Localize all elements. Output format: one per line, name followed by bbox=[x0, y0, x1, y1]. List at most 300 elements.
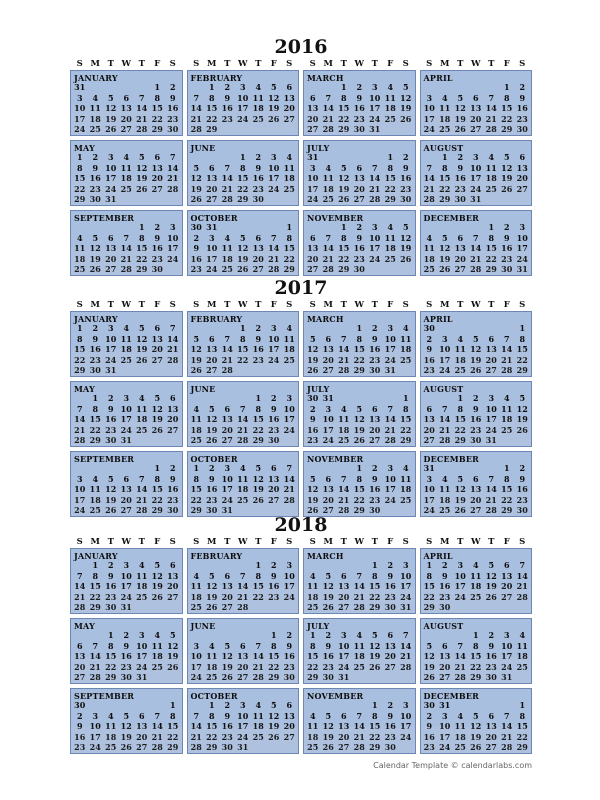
day-cell: 22 bbox=[136, 253, 148, 264]
day-cell: 4 bbox=[503, 393, 510, 403]
weekday-header bbox=[68, 58, 534, 70]
day-cell: 8 bbox=[169, 710, 176, 721]
day-cell: 7 bbox=[340, 473, 347, 484]
day-cell: 9 bbox=[169, 92, 176, 103]
day-cell: 12 bbox=[136, 162, 148, 173]
day-cell: 15 bbox=[268, 651, 280, 661]
day-cell: 14 bbox=[190, 721, 202, 731]
day-cell: 19 bbox=[470, 731, 482, 742]
day-cell: 24 bbox=[221, 494, 233, 505]
day-grid bbox=[189, 323, 298, 375]
day-cell: 12 bbox=[439, 243, 451, 253]
day-cell: 27 bbox=[307, 264, 319, 274]
day-cell: 18 bbox=[501, 414, 513, 424]
day-cell: 28 bbox=[190, 124, 202, 134]
day-grid bbox=[189, 463, 298, 515]
month-name: DECEMBER bbox=[423, 691, 479, 701]
day-cell: 14 bbox=[237, 414, 249, 424]
day-cell: 2 bbox=[426, 333, 433, 344]
day-cell: 20 bbox=[470, 494, 482, 505]
day-cell: 29 bbox=[485, 264, 497, 274]
day-cell: 25 bbox=[221, 264, 233, 274]
day-cell: 10 bbox=[221, 473, 233, 484]
day-cell: 5 bbox=[208, 403, 215, 414]
day-cell: 15 bbox=[423, 581, 435, 591]
day-cell: 30 bbox=[353, 124, 365, 134]
weekday-label: M bbox=[207, 59, 217, 69]
day-grid bbox=[422, 463, 531, 515]
day-cell: 1 bbox=[286, 222, 293, 232]
day-cell: 13 bbox=[439, 651, 451, 661]
day-cell: 19 bbox=[136, 344, 148, 354]
day-cell: 21 bbox=[439, 424, 451, 435]
day-cell: 4 bbox=[472, 560, 479, 570]
month-november bbox=[303, 688, 416, 754]
day-grid bbox=[422, 222, 531, 274]
day-cell: 3 bbox=[402, 560, 409, 570]
day-cell: 2 bbox=[457, 152, 464, 162]
year-title: 2016 bbox=[274, 36, 328, 58]
month-december bbox=[420, 210, 533, 276]
day-cell: 25 bbox=[454, 742, 466, 752]
day-cell: 30 bbox=[120, 672, 132, 682]
day-cell: 6 bbox=[340, 710, 347, 721]
day-cell: 16 bbox=[268, 414, 280, 424]
day-cell: 2 bbox=[224, 700, 231, 710]
day-cell: 25 bbox=[454, 365, 466, 375]
weekday-label: S bbox=[286, 59, 293, 69]
day-cell: 28 bbox=[252, 672, 264, 682]
day-cell: 15 bbox=[501, 103, 513, 113]
day-cell: 30 bbox=[307, 393, 319, 403]
day-cell: 25 bbox=[338, 435, 350, 445]
day-cell: 28 bbox=[400, 661, 412, 672]
day-cell: 29 bbox=[167, 742, 179, 752]
weekday-label: T bbox=[224, 300, 231, 310]
day-cell: 4 bbox=[107, 710, 114, 721]
day-cell: 4 bbox=[154, 630, 161, 640]
day-cell: 22 bbox=[501, 494, 513, 505]
day-cell: 15 bbox=[136, 243, 148, 253]
day-cell: 13 bbox=[252, 243, 264, 253]
day-cell: 7 bbox=[519, 560, 526, 570]
day-cell: 21 bbox=[89, 661, 101, 672]
day-cell: 16 bbox=[439, 581, 451, 591]
day-cell: 10 bbox=[120, 570, 132, 581]
day-cell: 11 bbox=[283, 333, 295, 344]
day-cell: 15 bbox=[206, 103, 218, 113]
weekday-label: S bbox=[426, 59, 433, 69]
day-cell: 16 bbox=[252, 173, 264, 183]
day-cell: 4 bbox=[92, 92, 99, 103]
day-cell: 27 bbox=[252, 264, 264, 274]
day-cell: 15 bbox=[151, 103, 163, 113]
weekday-label: F bbox=[503, 59, 510, 69]
day-cell: 3 bbox=[138, 630, 145, 640]
day-cell: 12 bbox=[237, 243, 249, 253]
day-cell: 24 bbox=[454, 591, 466, 602]
day-cell: 14 bbox=[439, 414, 451, 424]
day-cell: 27 bbox=[369, 435, 381, 445]
day-cell: 15 bbox=[151, 484, 163, 494]
day-cell: 19 bbox=[105, 113, 117, 124]
weekday-label: M bbox=[323, 59, 333, 69]
year-block-2017 bbox=[68, 277, 534, 517]
day-cell: 29 bbox=[268, 672, 280, 682]
day-cell: 11 bbox=[120, 333, 132, 344]
day-cell: 4 bbox=[387, 82, 394, 92]
day-cell: 24 bbox=[384, 494, 396, 505]
day-cell: 6 bbox=[255, 232, 262, 243]
day-cell: 23 bbox=[369, 494, 381, 505]
day-cell: 12 bbox=[190, 173, 202, 183]
month-august bbox=[420, 381, 533, 447]
day-cell: 19 bbox=[369, 651, 381, 661]
day-cell: 22 bbox=[338, 253, 350, 264]
day-cell: 24 bbox=[369, 113, 381, 124]
day-cell: 25 bbox=[439, 124, 451, 134]
day-cell: 26 bbox=[423, 672, 435, 682]
day-cell: 10 bbox=[283, 570, 295, 581]
day-cell: 27 bbox=[338, 602, 350, 612]
year-block-2016 bbox=[68, 36, 534, 276]
day-cell: 22 bbox=[470, 661, 482, 672]
day-cell: 29 bbox=[516, 365, 528, 375]
weekday-group bbox=[185, 536, 302, 548]
day-cell: 12 bbox=[268, 710, 280, 721]
month-january bbox=[70, 70, 183, 136]
day-cell: 4 bbox=[286, 152, 293, 162]
day-cell: 31 bbox=[516, 264, 528, 274]
day-cell: 18 bbox=[307, 591, 319, 602]
weekday-label: F bbox=[387, 59, 394, 69]
day-cell: 13 bbox=[353, 173, 365, 183]
day-cell: 22 bbox=[252, 591, 264, 602]
day-cell: 21 bbox=[384, 424, 396, 435]
day-cell: 3 bbox=[107, 323, 114, 333]
day-cell: 12 bbox=[190, 344, 202, 354]
weekday-label: T bbox=[371, 59, 378, 69]
day-cell: 11 bbox=[190, 414, 202, 424]
day-cell: 24 bbox=[400, 731, 412, 742]
day-cell: 16 bbox=[353, 243, 365, 253]
day-cell: 13 bbox=[322, 344, 334, 354]
weekday-label: T bbox=[340, 537, 347, 547]
day-cell: 8 bbox=[457, 403, 464, 414]
day-cell: 14 bbox=[74, 581, 86, 591]
day-cell: 9 bbox=[107, 570, 114, 581]
weekday-label: T bbox=[371, 300, 378, 310]
day-cell: 21 bbox=[338, 354, 350, 365]
day-cell: 15 bbox=[338, 243, 350, 253]
month-june bbox=[187, 140, 300, 206]
day-cell: 20 bbox=[322, 494, 334, 505]
day-cell: 5 bbox=[472, 710, 479, 721]
day-cell: 6 bbox=[286, 700, 293, 710]
day-grid bbox=[422, 393, 531, 445]
day-cell: 29 bbox=[501, 505, 513, 515]
day-cell: 23 bbox=[105, 424, 117, 435]
day-cell: 20 bbox=[136, 731, 148, 742]
day-cell: 9 bbox=[255, 333, 262, 344]
weekday-label: S bbox=[426, 300, 433, 310]
day-cell: 19 bbox=[322, 731, 334, 742]
day-cell: 16 bbox=[105, 581, 117, 591]
day-cell: 5 bbox=[309, 333, 316, 344]
day-cell: 13 bbox=[151, 333, 163, 344]
month-december bbox=[420, 451, 533, 517]
day-cell: 3 bbox=[402, 700, 409, 710]
day-cell: 27 bbox=[206, 194, 218, 204]
day-cell: 1 bbox=[356, 463, 363, 473]
day-cell: 3 bbox=[426, 92, 433, 103]
day-cell: 6 bbox=[107, 232, 114, 243]
day-cell: 17 bbox=[516, 243, 528, 253]
weekday-label: M bbox=[323, 537, 333, 547]
day-cell: 22 bbox=[105, 661, 117, 672]
day-cell: 26 bbox=[470, 742, 482, 752]
month-may bbox=[70, 618, 183, 684]
weekday-label: S bbox=[519, 59, 526, 69]
day-cell: 6 bbox=[387, 630, 394, 640]
day-cell: 11 bbox=[423, 243, 435, 253]
day-cell: 15 bbox=[105, 651, 117, 661]
weekday-label: T bbox=[138, 537, 145, 547]
day-grid bbox=[422, 82, 531, 134]
day-cell: 2 bbox=[387, 700, 394, 710]
day-cell: 13 bbox=[501, 570, 513, 581]
day-cell: 24 bbox=[283, 591, 295, 602]
day-cell: 4 bbox=[123, 323, 130, 333]
day-cell: 7 bbox=[123, 232, 130, 243]
weekday-label: T bbox=[457, 537, 464, 547]
day-cell: 10 bbox=[470, 162, 482, 173]
day-cell: 7 bbox=[239, 570, 246, 581]
day-cell: 19 bbox=[501, 173, 513, 183]
day-cell: 1 bbox=[76, 323, 83, 333]
day-cell: 3 bbox=[441, 333, 448, 344]
day-cell: 29 bbox=[307, 672, 319, 682]
day-cell: 11 bbox=[353, 640, 365, 651]
weekday-label: T bbox=[488, 59, 495, 69]
day-cell: 9 bbox=[519, 473, 526, 484]
day-cell: 11 bbox=[74, 243, 86, 253]
day-cell: 23 bbox=[353, 253, 365, 264]
day-cell: 22 bbox=[353, 494, 365, 505]
day-cell: 3 bbox=[123, 560, 130, 570]
day-cell: 2 bbox=[286, 630, 293, 640]
day-cell: 1 bbox=[387, 152, 394, 162]
day-cell: 25 bbox=[190, 435, 202, 445]
day-cell: 24 bbox=[237, 113, 249, 124]
day-cell: 6 bbox=[76, 640, 83, 651]
day-cell: 26 bbox=[190, 194, 202, 204]
day-cell: 24 bbox=[120, 424, 132, 435]
day-cell: 5 bbox=[325, 710, 332, 721]
day-cell: 26 bbox=[252, 494, 264, 505]
day-cell: 22 bbox=[206, 731, 218, 742]
day-cell: 25 bbox=[283, 354, 295, 365]
day-cell: 23 bbox=[307, 435, 319, 445]
day-cell: 2 bbox=[92, 152, 99, 162]
day-cell: 22 bbox=[74, 183, 86, 194]
day-cell: 25 bbox=[307, 602, 319, 612]
day-cell: 29 bbox=[151, 505, 163, 515]
day-cell: 1 bbox=[255, 560, 262, 570]
month-name: SEPTEMBER bbox=[74, 213, 135, 223]
day-cell: 8 bbox=[107, 640, 114, 651]
day-cell: 8 bbox=[286, 232, 293, 243]
day-cell: 3 bbox=[472, 152, 479, 162]
day-cell: 21 bbox=[283, 484, 295, 494]
day-cell: 27 bbox=[74, 672, 86, 682]
day-cell: 15 bbox=[307, 651, 319, 661]
day-cell: 13 bbox=[384, 640, 396, 651]
day-cell: 26 bbox=[268, 113, 280, 124]
day-cell: 28 bbox=[221, 365, 233, 375]
day-cell: 6 bbox=[286, 82, 293, 92]
day-cell: 31 bbox=[120, 602, 132, 612]
day-cell: 15 bbox=[353, 344, 365, 354]
day-cell: 23 bbox=[369, 354, 381, 365]
day-grid bbox=[305, 222, 414, 274]
day-grid bbox=[72, 152, 181, 204]
day-cell: 25 bbox=[439, 505, 451, 515]
day-cell: 1 bbox=[154, 82, 161, 92]
day-cell: 25 bbox=[322, 194, 334, 204]
day-cell: 5 bbox=[309, 473, 316, 484]
day-cell: 4 bbox=[309, 570, 316, 581]
day-cell: 5 bbox=[270, 82, 277, 92]
day-grid bbox=[422, 152, 531, 204]
day-cell: 9 bbox=[286, 640, 293, 651]
day-cell: 30 bbox=[74, 700, 86, 710]
day-cell: 14 bbox=[136, 484, 148, 494]
month-name: APRIL bbox=[423, 314, 453, 324]
day-cell: 24 bbox=[516, 253, 528, 264]
day-cell: 30 bbox=[369, 365, 381, 375]
day-cell: 15 bbox=[283, 243, 295, 253]
day-cell: 22 bbox=[423, 591, 435, 602]
day-cell: 19 bbox=[206, 424, 218, 435]
day-cell: 31 bbox=[307, 152, 319, 162]
day-cell: 18 bbox=[485, 173, 497, 183]
day-cell: 8 bbox=[92, 403, 99, 414]
day-cell: 7 bbox=[387, 403, 394, 414]
day-cell: 24 bbox=[105, 183, 117, 194]
day-cell: 28 bbox=[439, 435, 451, 445]
day-cell: 16 bbox=[120, 651, 132, 661]
day-cell: 9 bbox=[224, 710, 231, 721]
day-cell: 10 bbox=[237, 710, 249, 721]
day-cell: 27 bbox=[384, 661, 396, 672]
day-cell: 11 bbox=[400, 473, 412, 484]
day-cell: 1 bbox=[76, 152, 83, 162]
day-cell: 16 bbox=[190, 253, 202, 264]
weekday-label: F bbox=[154, 537, 161, 547]
day-cell: 2 bbox=[224, 82, 231, 92]
weekday-label: W bbox=[470, 59, 481, 69]
day-cell: 20 bbox=[237, 661, 249, 672]
weekday-label: S bbox=[193, 59, 200, 69]
day-cell: 13 bbox=[105, 243, 117, 253]
day-cell: 23 bbox=[268, 424, 280, 435]
day-cell: 9 bbox=[169, 473, 176, 484]
day-cell: 19 bbox=[89, 253, 101, 264]
day-cell: 12 bbox=[307, 484, 319, 494]
weekday-label: S bbox=[402, 537, 409, 547]
day-cell: 20 bbox=[167, 414, 179, 424]
day-cell: 15 bbox=[89, 414, 101, 424]
weekday-label: T bbox=[255, 59, 262, 69]
day-cell: 29 bbox=[283, 264, 295, 274]
day-cell: 5 bbox=[503, 152, 510, 162]
day-grid bbox=[189, 82, 298, 134]
month-name: AUGUST bbox=[423, 384, 464, 394]
day-cell: 6 bbox=[239, 640, 246, 651]
day-cell: 6 bbox=[371, 403, 378, 414]
day-cell: 21 bbox=[353, 731, 365, 742]
day-cell: 1 bbox=[426, 560, 433, 570]
day-cell: 10 bbox=[74, 484, 86, 494]
weekday-label: S bbox=[309, 537, 316, 547]
day-cell: 10 bbox=[369, 232, 381, 243]
day-cell: 7 bbox=[356, 710, 363, 721]
weekday-label: F bbox=[154, 300, 161, 310]
day-cell: 14 bbox=[237, 581, 249, 591]
day-cell: 14 bbox=[151, 721, 163, 731]
month-name: MAY bbox=[74, 143, 95, 153]
day-cell: 24 bbox=[74, 505, 86, 515]
day-cell: 4 bbox=[356, 630, 363, 640]
day-cell: 13 bbox=[221, 414, 233, 424]
day-cell: 14 bbox=[252, 651, 264, 661]
day-cell: 8 bbox=[519, 710, 526, 721]
day-cell: 15 bbox=[74, 173, 86, 183]
weekday-label: M bbox=[440, 59, 450, 69]
day-cell: 4 bbox=[193, 403, 200, 414]
day-cell: 21 bbox=[221, 183, 233, 194]
day-cell: 8 bbox=[193, 473, 200, 484]
day-cell: 17 bbox=[105, 344, 117, 354]
day-cell: 4 bbox=[255, 82, 262, 92]
day-cell: 4 bbox=[519, 630, 526, 640]
day-cell: 6 bbox=[224, 570, 231, 581]
day-cell: 20 bbox=[307, 113, 319, 124]
day-cell: 20 bbox=[516, 173, 528, 183]
day-cell: 12 bbox=[105, 484, 117, 494]
day-cell: 24 bbox=[439, 742, 451, 752]
day-cell: 21 bbox=[136, 113, 148, 124]
weekday-label: T bbox=[255, 300, 262, 310]
day-cell: 5 bbox=[138, 152, 145, 162]
weekday-header bbox=[68, 299, 534, 311]
month-name: JANUARY bbox=[74, 551, 118, 561]
day-cell: 14 bbox=[485, 103, 497, 113]
day-grid bbox=[422, 700, 531, 752]
day-cell: 29 bbox=[353, 505, 365, 515]
day-cell: 3 bbox=[224, 463, 231, 473]
day-cell: 7 bbox=[76, 403, 83, 414]
day-cell: 9 bbox=[255, 162, 262, 173]
day-cell: 7 bbox=[356, 570, 363, 581]
day-cell: 26 bbox=[439, 264, 451, 274]
day-cell: 29 bbox=[89, 435, 101, 445]
day-cell: 24 bbox=[268, 183, 280, 194]
day-cell: 26 bbox=[322, 602, 334, 612]
day-cell: 16 bbox=[283, 651, 295, 661]
day-cell: 2 bbox=[92, 323, 99, 333]
